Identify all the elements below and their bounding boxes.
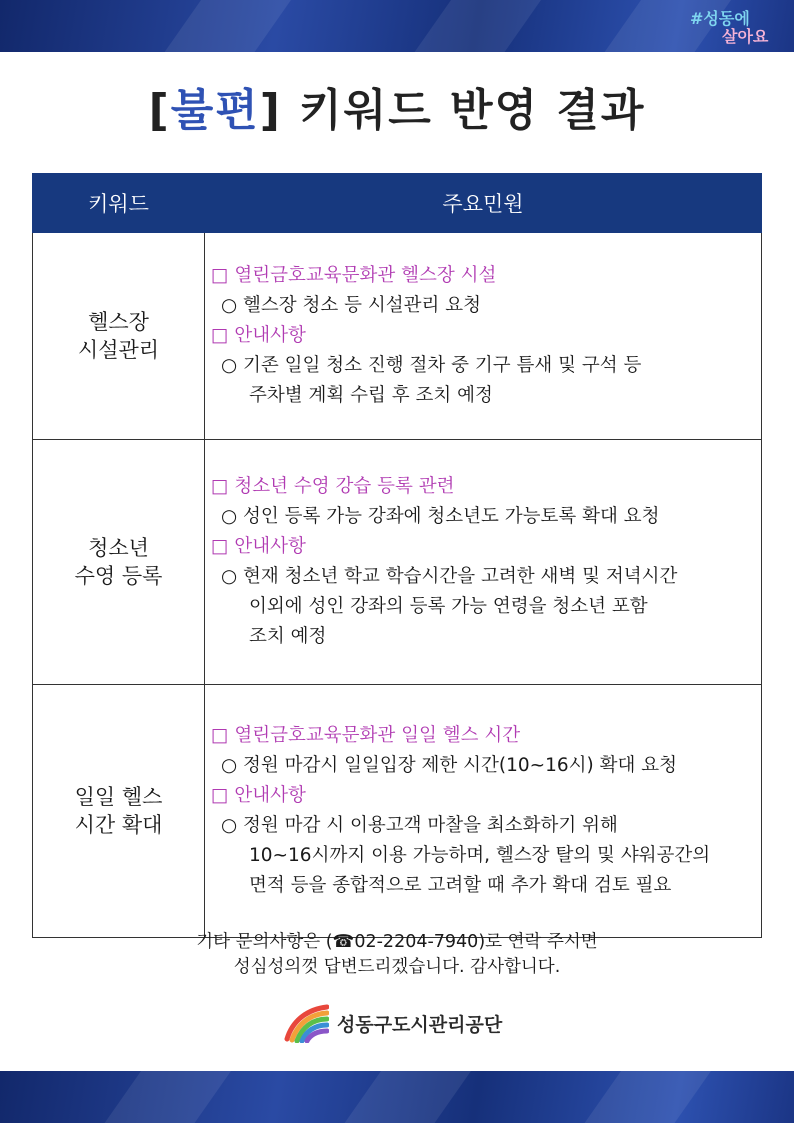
rainbow-icon — [283, 1003, 329, 1043]
organization-logo — [283, 1003, 502, 1043]
brand-hashtag: #성동에 — [690, 9, 750, 28]
banner-stripe — [325, 1071, 485, 1123]
keyword-cell — [33, 440, 205, 685]
complaint-title: □ 열린금호교육문화관 일일 헬스 시간 — [211, 725, 521, 746]
guide-title: □ 안내사항 — [211, 536, 306, 557]
table-row — [33, 233, 762, 440]
contact-note — [0, 930, 794, 980]
title-rest: 키워드 반영 결과 — [281, 85, 646, 136]
keyword-cell — [33, 233, 205, 440]
table-row — [33, 440, 762, 685]
complaint-item: ○ 헬스장 청소 등 시설관리 요청 — [221, 295, 481, 316]
complaint-item: ○ 정원 마감시 일일입장 제한 시간(10~16시) 확대 요청 — [221, 755, 678, 776]
header-complaints: 주요민원 — [205, 174, 762, 233]
complaint-cell — [205, 233, 762, 440]
keyword-cell — [33, 685, 205, 938]
guide-item: ○ 현재 청소년 학교 학습시간을 고려한 새벽 및 저녁시간 — [221, 566, 678, 587]
guide-title: □ 안내사항 — [211, 325, 306, 346]
complaint-title: □ 청소년 수영 강습 등록 관련 — [211, 476, 455, 497]
organization-name: 성동구도시관리공단 — [337, 1013, 503, 1036]
guide-title: □ 안내사항 — [211, 785, 306, 806]
bottom-banner — [0, 1071, 794, 1123]
title-highlight: 불편 — [170, 85, 260, 136]
contact-line-1: 기타 문의사항은 (☎02-2204-7940)로 연락 주시면 — [196, 932, 598, 952]
complaint-cell — [205, 440, 762, 685]
title-bracket-close: ] — [259, 85, 282, 136]
guide-item-cont: 조치 예정 — [249, 626, 327, 647]
title-bracket-open: [ — [148, 85, 171, 136]
banner-stripe — [145, 0, 305, 52]
keyword-line: 일일 헬스 — [74, 785, 163, 809]
keyword-line: 헬스장 — [88, 310, 149, 334]
guide-item-cont: 10~16시까지 이용 가능하며, 헬스장 탈의 및 샤워공간의 — [249, 845, 711, 866]
banner-stripe — [395, 0, 555, 52]
complaint-cell — [205, 685, 762, 938]
guide-item-cont: 이외에 성인 강좌의 등록 가능 연령을 청소년 포함 — [249, 596, 648, 617]
header-keyword: 키워드 — [33, 174, 205, 233]
guide-item: ○ 기존 일일 청소 진행 절차 중 기구 틈새 및 구석 등 — [221, 355, 642, 376]
complaint-item: ○ 성인 등록 가능 강좌에 청소년도 가능토록 확대 요청 — [221, 506, 660, 527]
keyword-line: 시설관리 — [77, 338, 160, 362]
banner-stripe — [565, 1071, 725, 1123]
page-title — [0, 74, 794, 138]
table-row — [33, 685, 762, 938]
complaint-title: □ 열린금호교육문화관 헬스장 시설 — [211, 265, 497, 286]
banner-stripe — [85, 1071, 245, 1123]
top-banner — [0, 0, 794, 52]
keyword-line: 시간 확대 — [74, 813, 163, 837]
table-header-row — [33, 174, 762, 233]
guide-item-cont: 면적 등을 종합적으로 고려할 때 추가 확대 검토 필요 — [249, 875, 672, 896]
results-table — [32, 173, 762, 938]
keyword-line: 수영 등록 — [74, 564, 163, 588]
contact-line-2: 성심성의껏 답변드리겠습니다. 감사합니다. — [233, 957, 561, 977]
guide-item: ○ 정원 마감 시 이용고객 마찰을 최소화하기 위해 — [221, 815, 618, 836]
brand-tagline: 살아요 — [722, 27, 769, 46]
keyword-line: 청소년 — [88, 536, 149, 560]
seongdong-brand-logo — [688, 6, 784, 46]
guide-item-cont: 주차별 계획 수립 후 조치 예정 — [249, 385, 493, 406]
